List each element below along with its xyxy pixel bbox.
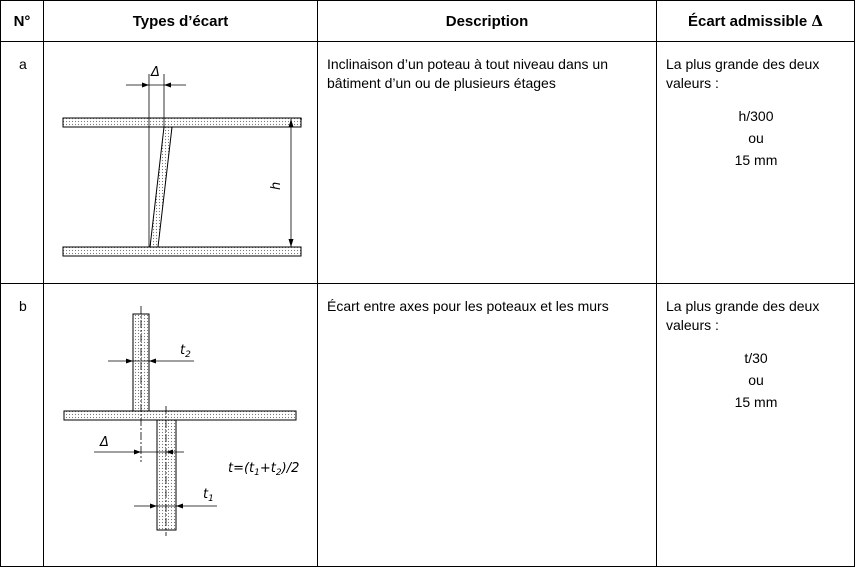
row-a-value2: 15 mm [734,152,778,168]
row-b-num: b [1,284,44,567]
axis-offset-diagram [44,284,318,566]
row-a-values [666,105,846,171]
row-a-figure [44,42,318,284]
delta-label: Δ [151,65,160,80]
header-types: Types d’écart [44,1,318,42]
row-a-value1: h/300 [738,108,774,124]
header-row [1,1,855,42]
header-ecart [657,1,855,42]
formula-label: $t=(t_1+t_2)/2$ [228,461,300,478]
top-slab [63,118,301,127]
t1-label: $t_1$ [203,487,214,504]
bottom-slab [63,247,301,256]
row-b-values [666,347,846,413]
lower-column [157,420,176,530]
row-a-or: ou [748,130,764,146]
header-ecart-symbol: Δ [811,12,824,30]
table-row-b [1,284,855,567]
h-label: h [269,181,284,190]
delta-label-b: Δ [100,435,109,450]
row-a-intro: La plus grande des deux valeurs : [666,56,820,91]
row-b-value2: 15 mm [734,394,778,410]
header-description: Description [318,1,657,42]
row-b-admissible [657,284,855,567]
row-b-figure [44,284,318,567]
row-b-description: Écart entre axes pour les poteaux et les murs [318,284,657,567]
table-row-a [1,42,855,284]
row-b-value1: t/30 [744,350,768,366]
inclined-column [150,127,172,247]
row-a-admissible [657,42,855,284]
column-inclination-diagram [44,42,318,283]
t2-label: $t_2$ [180,343,191,360]
header-num: N° [1,1,44,42]
row-a-num: a [1,42,44,284]
row-b-or: ou [748,372,764,388]
header-ecart-text: Écart admissible [687,13,808,30]
row-b-intro: La plus grande des deux valeurs : [666,298,820,333]
row-a-description: Inclinaison d’un poteau à tout niveau dans un bâtiment d’un ou de plusieurs étages [318,42,657,284]
floor-slab [64,411,296,420]
